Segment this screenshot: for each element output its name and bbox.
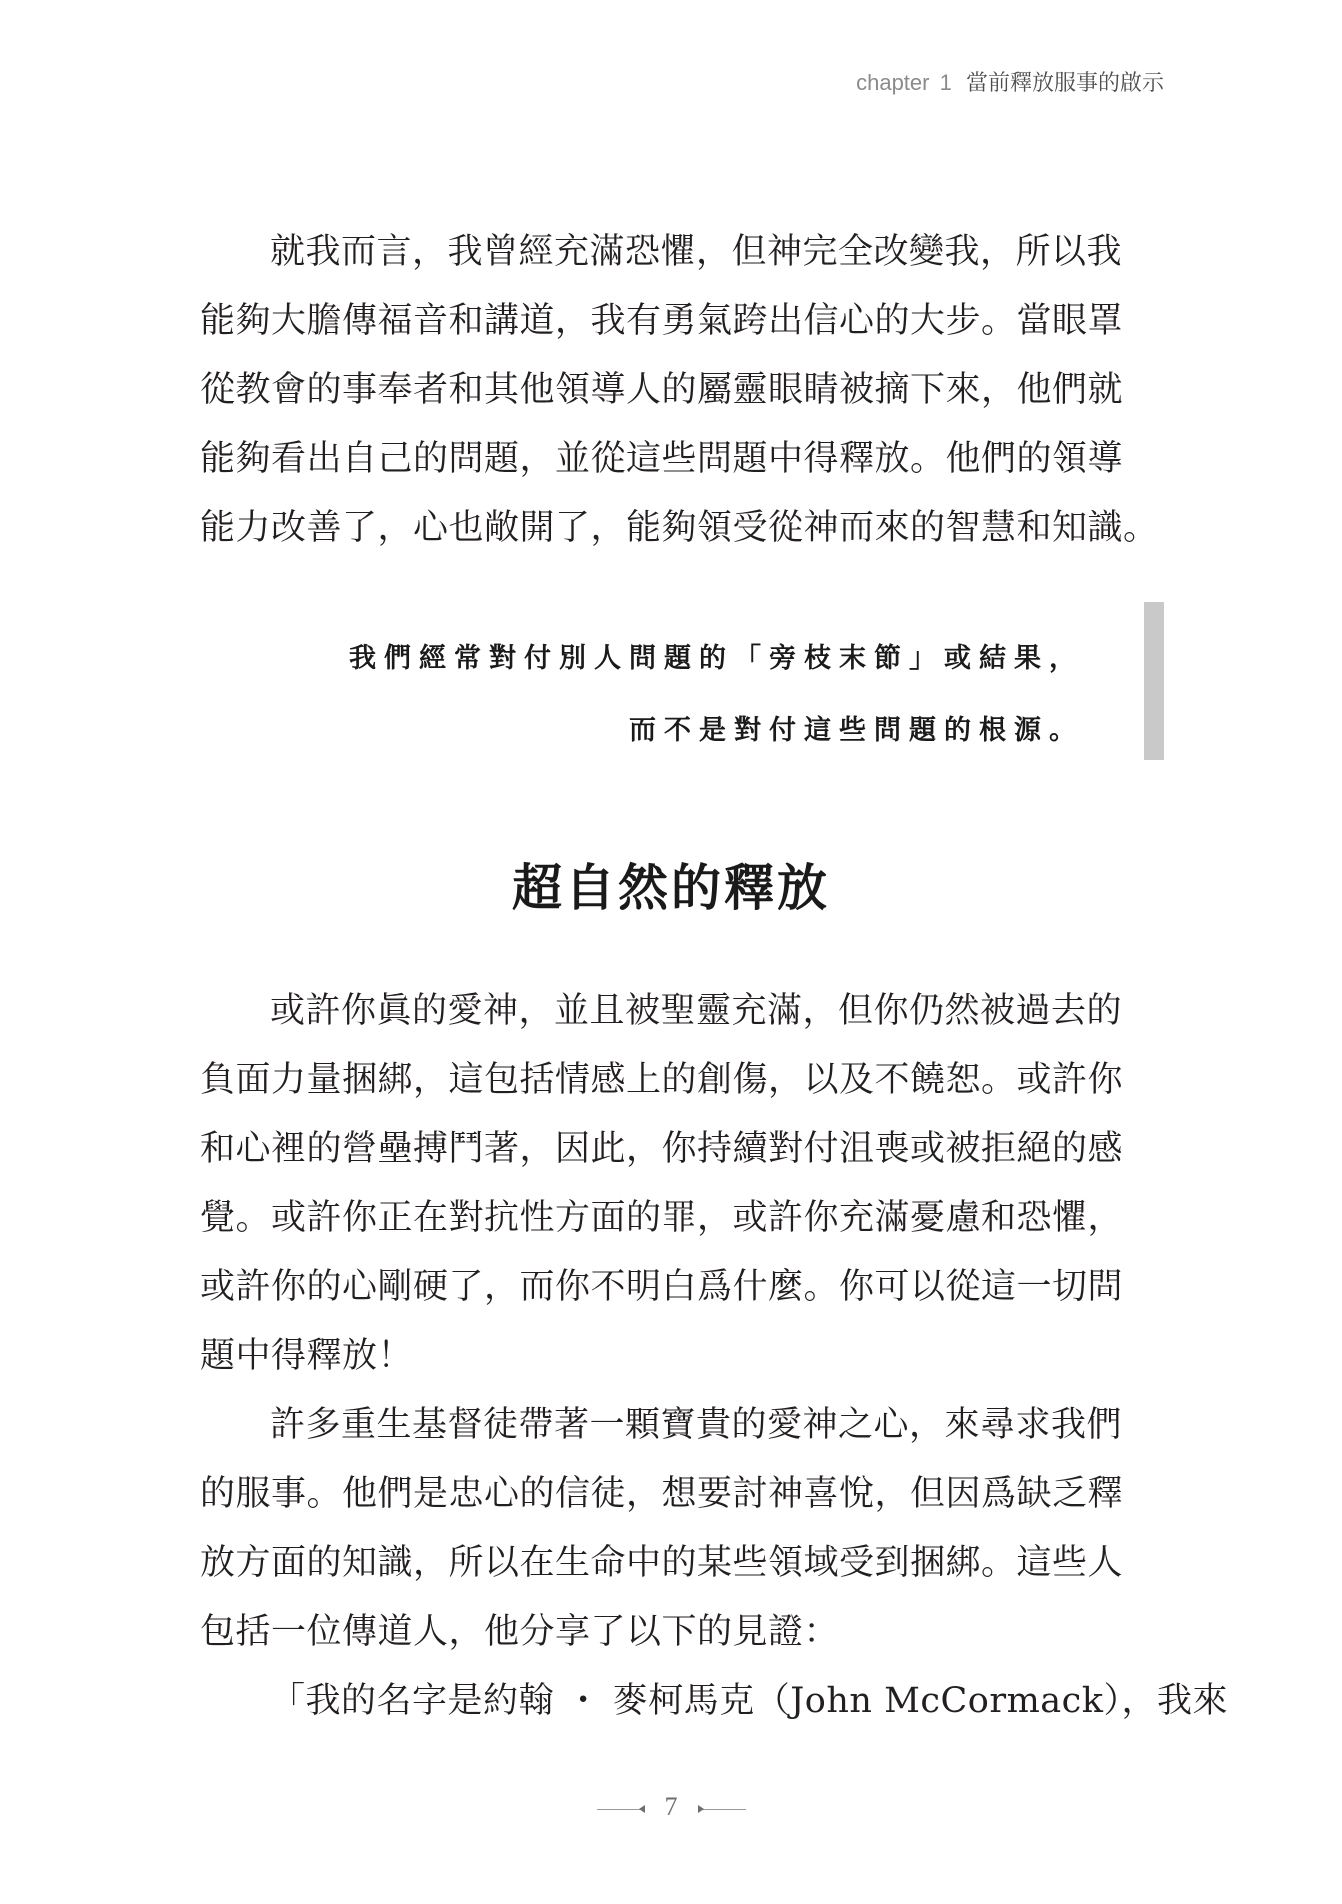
text-line: 包括一位傳道人，他分享了以下的見證： bbox=[200, 1612, 840, 1652]
text-line: 「我的名字是約翰 ・ 麥柯馬克（John McCormack），我來 bbox=[270, 1681, 1228, 1721]
text-line: 和心裡的營壘搏鬥著，因此，你持續對付沮喪或被拒絕的感 bbox=[200, 1129, 1124, 1169]
page-footer bbox=[0, 1792, 1342, 1822]
pull-quote bbox=[200, 602, 1162, 760]
text-line: 或許你的心剛硬了，而你不明白爲什麼。你可以從這一切問 bbox=[200, 1267, 1124, 1307]
text-line: 負面力量捆綁，這包括情感上的創傷，以及不饒恕。或許你 bbox=[200, 1060, 1124, 1100]
text-line: 題中得釋放！ bbox=[200, 1336, 414, 1376]
pull-quote-line: 我們經常對付別人問題的「旁枝末節」或結果， bbox=[349, 643, 1084, 674]
body-paragraph bbox=[200, 977, 1162, 1391]
text-line: 能夠大膽傳福音和講道，我有勇氣跨出信心的大步。當眼罩 bbox=[200, 301, 1124, 341]
body-paragraph bbox=[200, 218, 1162, 563]
paragraph-intro bbox=[200, 218, 1162, 563]
section-heading: 超自然的釋放 bbox=[512, 859, 830, 917]
text-line: 就我而言，我曾經充滿恐懼，但神完全改變我，所以我 bbox=[270, 232, 1123, 272]
page-number: 7 bbox=[664, 1792, 678, 1821]
pull-quote-bar bbox=[1144, 602, 1164, 760]
body-paragraph bbox=[200, 1667, 1228, 1736]
text-line: 覺。或許你正在對抗性方面的罪，或許你充滿憂慮和恐懼， bbox=[200, 1198, 1124, 1238]
text-line: 能力改善了，心也敞開了，能夠領受從神而來的智慧和知識。 bbox=[200, 508, 1159, 548]
paragraph-deliverance bbox=[200, 977, 1228, 1736]
text-line: 或許你眞的愛神，並且被聖靈充滿，但你仍然被過去的 bbox=[270, 991, 1123, 1031]
chapter-number: 1 bbox=[939, 70, 952, 95]
folio-right-ornament bbox=[700, 1809, 746, 1810]
pull-quote-line: 而不是對付這些問題的根源。 bbox=[629, 715, 1084, 746]
text-line: 許多重生基督徒帶著一顆寶貴的愛神之心，來尋求我們 bbox=[270, 1405, 1123, 1445]
text-line: 放方面的知識，所以在生命中的某些領域受到捆綁。這些人 bbox=[200, 1543, 1124, 1583]
chapter-label: chapter bbox=[856, 70, 930, 95]
folio-left-ornament bbox=[597, 1809, 643, 1810]
running-header bbox=[856, 66, 1164, 97]
body-paragraph bbox=[200, 1391, 1162, 1667]
text-line: 的服事。他們是忠心的信徒，想要討神喜悅，但因爲缺乏釋 bbox=[200, 1474, 1124, 1514]
chapter-title: 當前釋放服事的啟示 bbox=[965, 70, 1164, 95]
text-line: 從教會的事奉者和其他領導人的屬靈眼睛被摘下來，他們就 bbox=[200, 370, 1124, 410]
text-line: 能夠看出自己的問題，並從這些問題中得釋放。他們的領導 bbox=[200, 439, 1124, 479]
